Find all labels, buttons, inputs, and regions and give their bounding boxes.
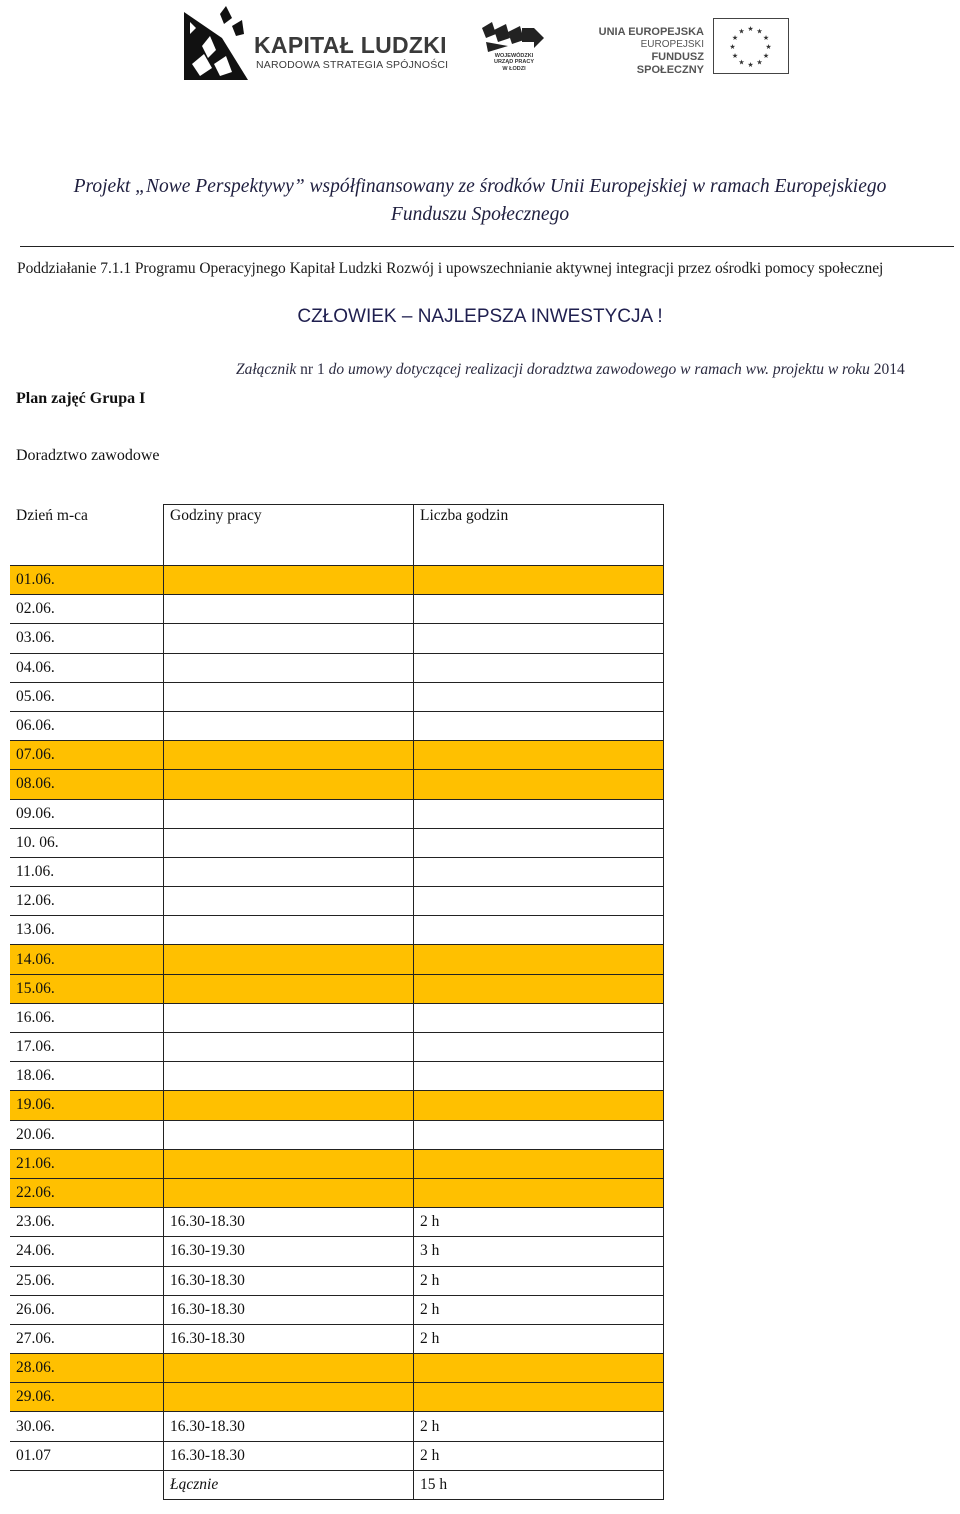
wup-text	[478, 53, 550, 72]
cell-day: 20.06.	[10, 1120, 164, 1149]
cell-hours	[164, 1149, 414, 1178]
cell-count: 2 h	[414, 1441, 664, 1470]
cell-hours	[164, 653, 414, 682]
cell-count	[414, 1354, 664, 1383]
cell-day: 28.06.	[10, 1354, 164, 1383]
cell-day: 08.06.	[10, 770, 164, 799]
kapital-ludzki-title: KAPITAŁ LUDZKI	[254, 32, 447, 58]
ue-line3: FUNDUSZ SPOŁECZNY	[636, 51, 704, 76]
cell-hours	[164, 974, 414, 1003]
cell-count	[414, 1149, 664, 1178]
table-row	[10, 1033, 664, 1062]
wup-line3: W ŁODZI	[502, 65, 526, 72]
cell-hours	[164, 857, 414, 886]
cell-hours	[164, 1033, 414, 1062]
svg-text:★: ★	[762, 34, 770, 42]
cell-day: 21.06.	[10, 1149, 164, 1178]
cell-day: 11.06.	[10, 857, 164, 886]
cell-hours	[164, 1383, 414, 1412]
cell-count	[414, 1033, 664, 1062]
cell-day: 16.06.	[10, 1003, 164, 1032]
cell-hours	[164, 1178, 414, 1207]
table-row	[10, 1412, 664, 1441]
wup-emblem-icon	[478, 20, 550, 54]
table-row	[10, 799, 664, 828]
table-row	[10, 741, 664, 770]
cell-day: 09.06.	[10, 799, 164, 828]
cell-hours	[164, 1354, 414, 1383]
cell-count	[414, 799, 664, 828]
cell-hours	[164, 682, 414, 711]
cell-hours	[164, 828, 414, 857]
table-row	[10, 566, 664, 595]
cell-count	[414, 653, 664, 682]
table-row	[10, 945, 664, 974]
cell-day: 07.06.	[10, 741, 164, 770]
cell-count: 2 h	[414, 1295, 664, 1324]
header-hours: Godziny pracy	[164, 505, 414, 566]
cell-day: 05.06.	[10, 682, 164, 711]
svg-text:★: ★	[756, 27, 763, 36]
cell-day: 23.06.	[10, 1208, 164, 1237]
cell-hours	[164, 887, 414, 916]
table-row	[10, 974, 664, 1003]
table-row	[10, 711, 664, 740]
cell-hours	[164, 799, 414, 828]
table-row	[10, 916, 664, 945]
table-row	[10, 1295, 664, 1324]
cell-day: 27.06.	[10, 1324, 164, 1353]
cell-hours	[164, 916, 414, 945]
table-row	[10, 653, 664, 682]
header-day: Dzień m-ca	[10, 505, 164, 566]
zalacznik-part-c: do umowy dotyczącej realizacji doradztwa zawodowego w ramach ww. projektu w roku	[324, 361, 874, 378]
table-row	[10, 1091, 664, 1120]
cell-hours: 16.30-18.30	[164, 1208, 414, 1237]
cell-day: 04.06.	[10, 653, 164, 682]
svg-text:★: ★	[756, 58, 763, 67]
cell-day: 22.06.	[10, 1178, 164, 1207]
svg-text:★: ★	[731, 34, 739, 42]
slogan: CZŁOWIEK – NAJLEPSZA INWESTYCJA !	[297, 306, 663, 327]
ue-line1: UNIA EUROPEJSKA	[598, 26, 704, 38]
table-row	[10, 887, 664, 916]
eu-flag-icon	[713, 18, 789, 74]
cell-hours: 16.30-19.30	[164, 1237, 414, 1266]
zalacznik-part-d: 2014	[873, 361, 905, 378]
cell-day: 19.06.	[10, 1091, 164, 1120]
cell-count	[414, 974, 664, 1003]
cell-day: 17.06.	[10, 1033, 164, 1062]
cell-count	[414, 566, 664, 595]
zalacznik-part-b: nr 1	[300, 361, 325, 378]
cell-hours	[164, 1120, 414, 1149]
table-row	[10, 624, 664, 653]
cell-day: 01.06.	[10, 566, 164, 595]
svg-text:★: ★	[762, 52, 770, 60]
table-row	[10, 1324, 664, 1353]
cell-count: 3 h	[414, 1237, 664, 1266]
table-row	[10, 857, 664, 886]
cell-count	[414, 1383, 664, 1412]
table-row	[10, 1178, 664, 1207]
table-header-row	[10, 505, 664, 566]
table-row	[10, 1441, 664, 1470]
cell-hours: 16.30-18.30	[164, 1295, 414, 1324]
cell-hours: 16.30-18.30	[164, 1441, 414, 1470]
project-title-line1: Projekt „Nowe Perspektywy” współfinansowany ze środków Unii Europejskiej w ramach Europejskiego	[73, 176, 887, 197]
poddzialanie-text: Poddziałanie 7.1.1 Programu Operacyjnego Kapitał Ludzki Rozwój i upowszechnianie aktywnej integracji przez ośrodki pomocy społecznej	[17, 260, 884, 277]
schedule-table	[10, 504, 664, 1500]
cell-count: 2 h	[414, 1412, 664, 1441]
total-value: 15 h	[414, 1470, 664, 1499]
cell-day: 03.06.	[10, 624, 164, 653]
table-row	[10, 828, 664, 857]
cell-count	[414, 828, 664, 857]
cell-count	[414, 1120, 664, 1149]
project-title-line2: Funduszu Społecznego	[390, 204, 570, 225]
total-label: Łącznie	[164, 1470, 414, 1499]
table-row	[10, 1120, 664, 1149]
cell-count	[414, 682, 664, 711]
cell-hours	[164, 595, 414, 624]
wup-line1: WOJEWÓDZKI	[494, 53, 534, 59]
cell-day: 10. 06.	[10, 828, 164, 857]
table-row	[10, 682, 664, 711]
project-title	[0, 173, 960, 229]
cell-count	[414, 1003, 664, 1032]
cell-count	[414, 945, 664, 974]
cell-count	[414, 1062, 664, 1091]
header-divider	[20, 246, 954, 247]
cell-day: 24.06.	[10, 1237, 164, 1266]
total-empty-cell	[10, 1470, 164, 1499]
ue-logo	[596, 18, 792, 74]
doradztwo-label: Doradztwo zawodowe	[16, 447, 160, 464]
svg-text:★: ★	[747, 61, 754, 69]
table-row	[10, 1354, 664, 1383]
ue-line2: EUROPEJSKI	[640, 39, 704, 50]
cell-day: 14.06.	[10, 945, 164, 974]
plan-title: Plan zajęć Grupa I	[16, 390, 146, 407]
cell-day: 02.06.	[10, 595, 164, 624]
eu-stars-icon	[714, 19, 787, 72]
cell-count	[414, 857, 664, 886]
cell-count	[414, 711, 664, 740]
wup-line2: URZĄD PRACY	[493, 59, 535, 66]
table-row	[10, 1383, 664, 1412]
cell-day: 18.06.	[10, 1062, 164, 1091]
cell-hours	[164, 566, 414, 595]
cell-hours	[164, 1091, 414, 1120]
cell-day: 13.06.	[10, 916, 164, 945]
cell-count	[414, 1091, 664, 1120]
cell-hours: 16.30-18.30	[164, 1324, 414, 1353]
cell-hours	[164, 1003, 414, 1032]
cell-count	[414, 916, 664, 945]
table-total-row	[10, 1470, 664, 1499]
cell-count: 2 h	[414, 1208, 664, 1237]
table-row	[10, 1003, 664, 1032]
svg-text:★: ★	[729, 43, 736, 51]
zalacznik-text	[236, 361, 905, 379]
cell-hours	[164, 624, 414, 653]
cell-day: 29.06.	[10, 1383, 164, 1412]
svg-text:★: ★	[731, 52, 739, 60]
table-row	[10, 1208, 664, 1237]
kapital-ludzki-logo	[182, 6, 449, 82]
cell-day: 15.06.	[10, 974, 164, 1003]
kapital-ludzki-emblem-icon	[182, 6, 252, 82]
cell-count: 2 h	[414, 1266, 664, 1295]
svg-text:★: ★	[747, 25, 754, 33]
cell-count: 2 h	[414, 1324, 664, 1353]
cell-count	[414, 624, 664, 653]
kapital-ludzki-subtitle: NARODOWA STRATEGIA SPÓJNOŚCI	[256, 59, 449, 71]
cell-day: 30.06.	[10, 1412, 164, 1441]
cell-count	[414, 770, 664, 799]
cell-hours	[164, 711, 414, 740]
cell-day: 25.06.	[10, 1266, 164, 1295]
cell-day: 06.06.	[10, 711, 164, 740]
cell-count	[414, 1178, 664, 1207]
table-row	[10, 1237, 664, 1266]
wup-logo	[478, 20, 550, 76]
cell-hours	[164, 770, 414, 799]
ue-text	[596, 26, 704, 77]
header-count: Liczba godzin	[414, 505, 664, 566]
cell-day: 12.06.	[10, 887, 164, 916]
cell-count	[414, 595, 664, 624]
table-row	[10, 595, 664, 624]
cell-hours: 16.30-18.30	[164, 1266, 414, 1295]
cell-count	[414, 887, 664, 916]
cell-day: 26.06.	[10, 1295, 164, 1324]
svg-text:★: ★	[765, 43, 772, 51]
cell-hours	[164, 945, 414, 974]
cell-day: 01.07	[10, 1441, 164, 1470]
cell-hours	[164, 741, 414, 770]
table-row	[10, 770, 664, 799]
schedule-table-body	[10, 505, 664, 1500]
cell-hours: 16.30-18.30	[164, 1412, 414, 1441]
svg-text:★: ★	[738, 58, 745, 67]
cell-count	[414, 741, 664, 770]
zalacznik-part-a: Załącznik	[236, 361, 301, 378]
table-row	[10, 1149, 664, 1178]
table-row	[10, 1266, 664, 1295]
cell-hours	[164, 1062, 414, 1091]
svg-text:★: ★	[738, 27, 745, 36]
table-row	[10, 1062, 664, 1091]
